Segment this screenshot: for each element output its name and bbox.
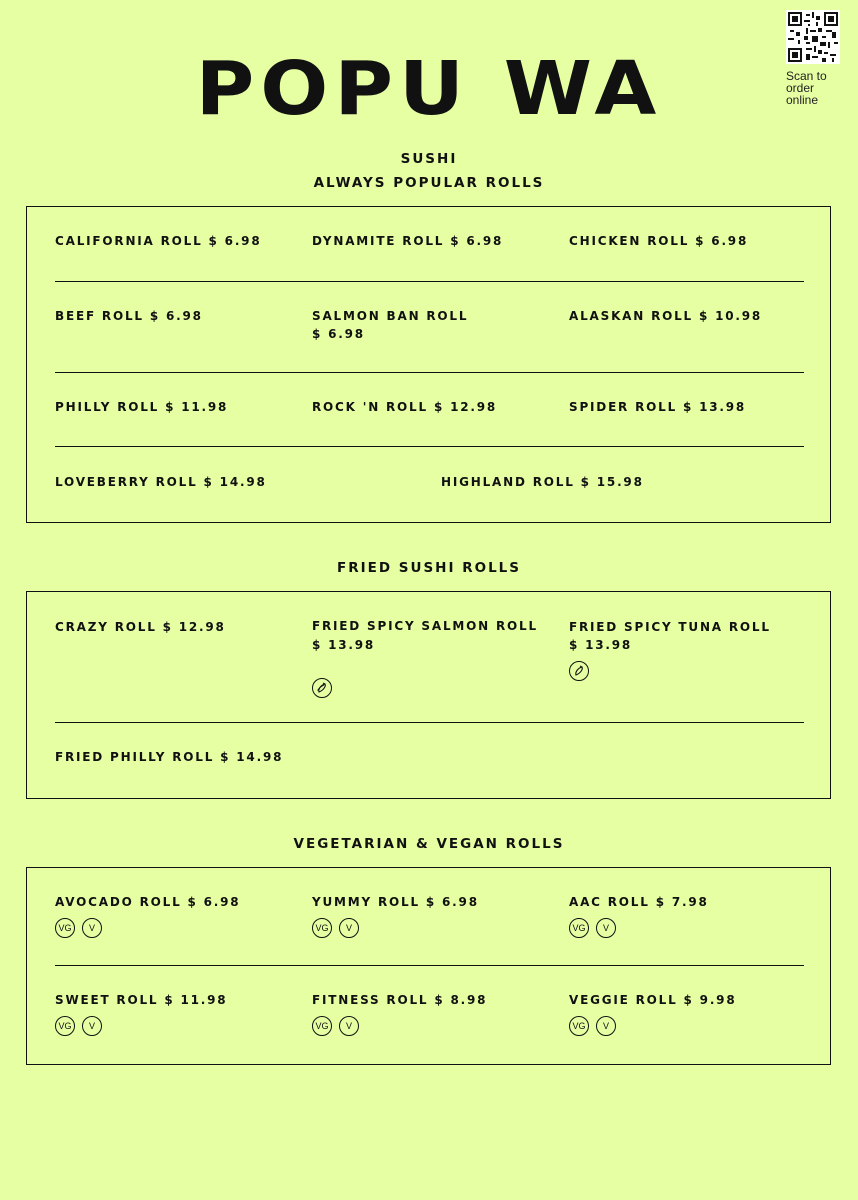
qr-caption: Scan to order online — [786, 69, 827, 107]
section-box-fried — [26, 591, 831, 799]
item-badges — [55, 918, 102, 938]
qr-code-block[interactable] — [786, 10, 846, 106]
qr-code-icon[interactable] — [786, 10, 840, 64]
menu-item: VEGGIE ROLL $ 9.98 — [569, 993, 737, 1007]
menu-item: FITNESS ROLL $ 8.98 — [312, 993, 488, 1007]
item-badges — [569, 918, 616, 938]
menu-item: SPIDER ROLL $ 13.98 — [569, 400, 747, 414]
menu-item: AAC ROLL $ 7.98 — [569, 895, 709, 909]
menu-item: FRIED SPICY TUNA ROLL $ 13.98 — [569, 620, 771, 652]
menu-item: FRIED PHILLY ROLL $ 14.98 — [55, 750, 284, 764]
item-badges — [569, 1016, 616, 1036]
category-heading: SUSHI — [400, 151, 458, 167]
divider — [55, 965, 804, 966]
divider — [55, 372, 804, 373]
vegan-badge: V — [596, 918, 616, 938]
vegan-badge: V — [339, 918, 359, 938]
section-title-popular: ALWAYS POPULAR ROLLS — [313, 175, 545, 191]
menu-item: ROCK 'N ROLL $ 12.98 — [312, 400, 498, 414]
item-badges — [312, 1016, 359, 1036]
spicy-icon — [569, 661, 589, 681]
section-box-popular — [26, 206, 831, 523]
menu-item: BEEF ROLL $ 6.98 — [55, 309, 203, 323]
vegetarian-badge: VG — [569, 918, 589, 938]
item-badges — [312, 918, 359, 938]
section-title-vegetarian: VEGETARIAN & VEGAN ROLLS — [293, 836, 565, 852]
divider — [55, 722, 804, 723]
menu-item: ALASKAN ROLL $ 10.98 — [569, 309, 763, 323]
vegetarian-badge: VG — [55, 1016, 75, 1036]
vegetarian-badge: VG — [312, 918, 332, 938]
menu-item: SWEET ROLL $ 11.98 — [55, 993, 228, 1007]
menu-item: CALIFORNIA ROLL $ 6.98 — [55, 234, 262, 248]
item-icons — [312, 678, 332, 698]
item-badges — [55, 1016, 102, 1036]
menu-item: AVOCADO ROLL $ 6.98 — [55, 895, 241, 909]
item-icons — [569, 661, 589, 681]
vegetarian-badge: VG — [55, 918, 75, 938]
menu-item: HIGHLAND ROLL $ 15.98 — [441, 475, 644, 489]
divider — [55, 446, 804, 447]
menu-item: YUMMY ROLL $ 6.98 — [312, 895, 479, 909]
divider — [55, 281, 804, 282]
vegetarian-badge: VG — [312, 1016, 332, 1036]
vegetarian-badge: VG — [569, 1016, 589, 1036]
restaurant-title: POPU WA — [195, 45, 663, 132]
menu-item: SALMON BAN ROLL $ 6.98 — [312, 309, 469, 341]
menu-item: LOVEBERRY ROLL $ 14.98 — [55, 475, 267, 489]
spicy-icon — [312, 678, 332, 698]
menu-item: PHILLY ROLL $ 11.98 — [55, 400, 229, 414]
section-title-fried: FRIED SUSHI ROLLS — [337, 560, 521, 576]
menu-item: FRIED SPICY SALMON ROLL $ 13.98 — [312, 619, 538, 652]
section-box-vegetarian — [26, 867, 831, 1065]
vegan-badge: V — [596, 1016, 616, 1036]
menu-item: DYNAMITE ROLL $ 6.98 — [312, 234, 504, 248]
menu-item: CHICKEN ROLL $ 6.98 — [569, 234, 749, 248]
menu-item: CRAZY ROLL $ 12.98 — [55, 620, 226, 634]
vegan-badge: V — [339, 1016, 359, 1036]
vegan-badge: V — [82, 918, 102, 938]
vegan-badge: V — [82, 1016, 102, 1036]
